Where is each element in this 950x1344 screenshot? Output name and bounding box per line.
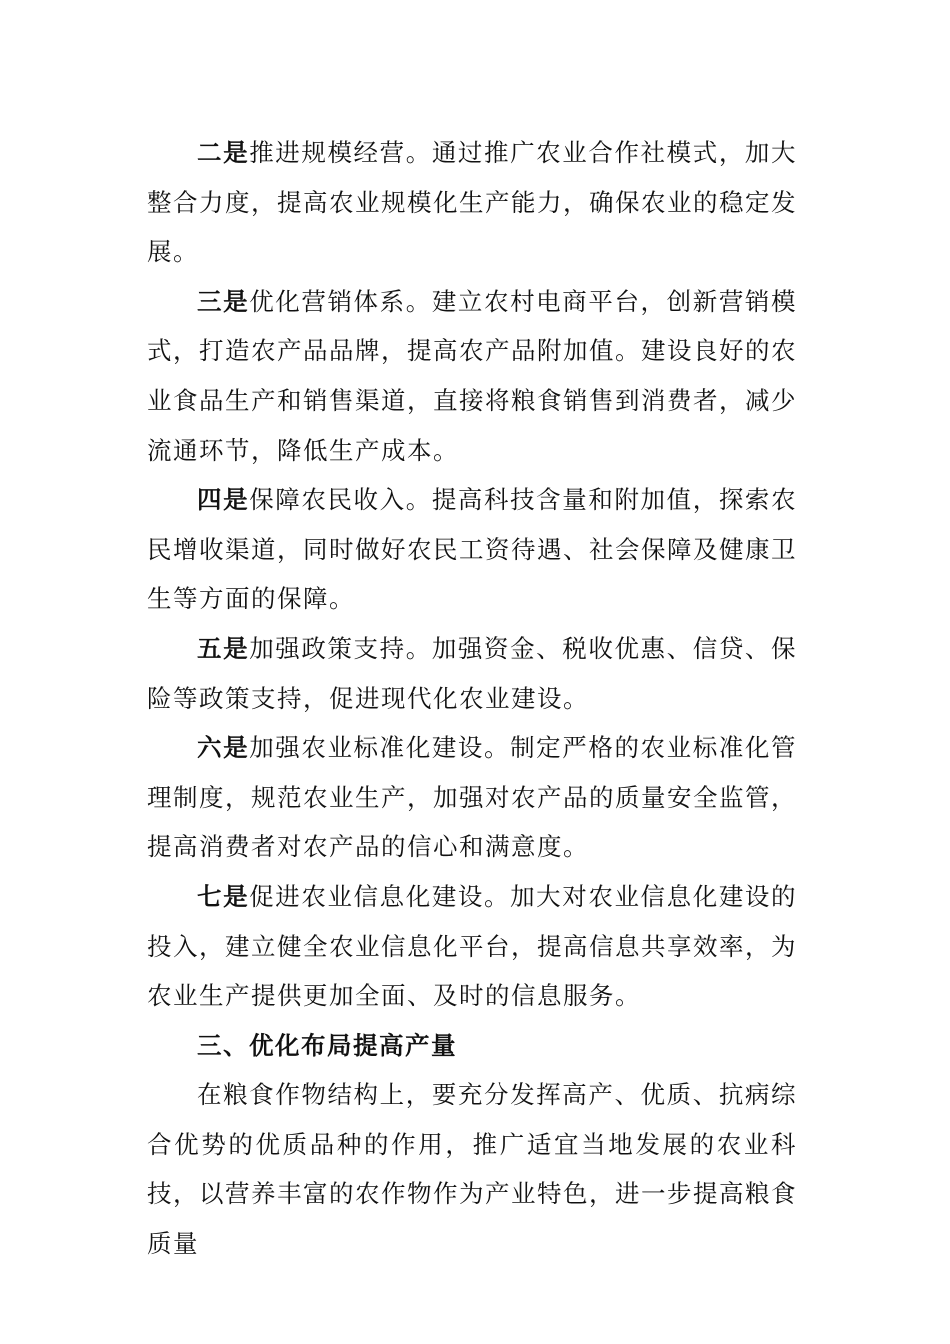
paragraph-text: 加强政策支持。加强资金、税收优惠、信贷、保险等政策支持，促进现代化农业建设。: [147, 633, 798, 713]
paragraph-text: 加强农业标准化建设。制定严格的农业标准化管理制度，规范农业生产，加强对农产品的质量安全监管，提高消费者对农产品的信心和满意度。: [147, 733, 798, 862]
paragraph-lead: 二是: [197, 138, 250, 167]
paragraph-lead: 六是: [197, 733, 250, 763]
paragraph-farmer-income: [147, 475, 797, 624]
paragraph-marketing-system: [147, 277, 797, 475]
paragraph-text: 保障农民收入。提高科技含量和附加值，探索农民增收渠道，同时做好农民工资待遇、社会保障及健康卫生等方面的保障。: [147, 485, 798, 614]
section-heading: 三、优化布局提高产量: [197, 1030, 457, 1060]
paragraph-scale-operation: [147, 128, 797, 277]
paragraph-text: 促进农业信息化建设。加大对农业信息化建设的投入，建立健全农业信息化平台，提高信息共享效率，为农业生产提供更加全面、及时的信息服务。: [147, 881, 798, 1011]
paragraph-lead: 五是: [197, 633, 250, 663]
paragraph-lead: 三是: [197, 286, 250, 316]
section-body-paragraph: 在粮食作物结构上，要充分发挥高产、优质、抗病综合优势的优质品种的作用，推广适宜当地发展的农业科技，以营养丰富的农作物作为产业特色，进一步提高粮食质量: [147, 1080, 797, 1259]
paragraph-text: 优化营销体系。建立农村电商平台，创新营销模式，打造农产品品牌，提高农产品附加值。建设良好的农业食品生产和销售渠道，直接将粮食销售到消费者，减少流通环节，降低生产成本。: [147, 286, 798, 465]
paragraph-text: 推进规模经营。通过推广农业合作社模式，加大整合力度，提高农业规模化生产能力，确保农业的稳定发展。: [147, 138, 798, 267]
document-page: [147, 128, 797, 1269]
paragraph-standardization: [147, 723, 797, 872]
paragraph-policy-support: [147, 624, 797, 723]
paragraph-lead: 四是: [197, 485, 250, 515]
paragraph-informatization: [147, 872, 797, 1021]
paragraph-lead: 七是: [197, 881, 250, 911]
